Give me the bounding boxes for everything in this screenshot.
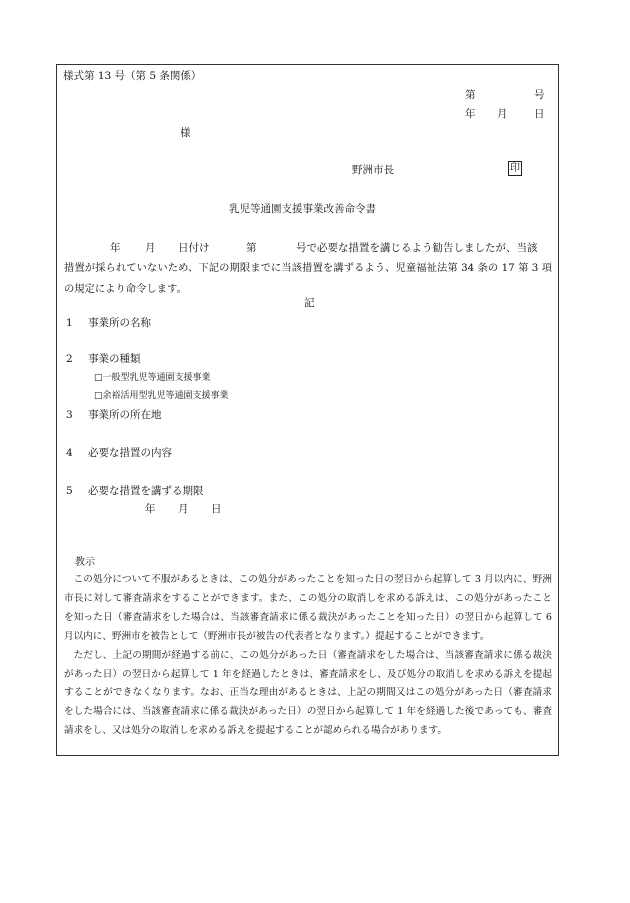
date-day: 日 [534, 108, 545, 120]
date-year: 年 [465, 108, 476, 120]
notice-paragraph: ただし、上記の期間が経過する前に、この処分があった日（審査請求をした場合は、当該審査請求に係る裁決があった日）の翌日から起算して 1 年を経過したときは、審査請求をし、及び処分の取消しを求める訴えを提起することができなくなります。なお、正当な理由があるときは、上記の期間又はこの処分があった日（審査請求をした場合には、当該審査請求に係る裁決があった日）の翌日から起算して 1 年を経過した後であっても、審査請求をし、又は処分の取消しを求める訴えを提起することが認められる場合があります。 [64, 649, 552, 737]
notice-heading: 教示 [75, 557, 95, 568]
intro-year: 年 [110, 242, 121, 254]
item-number: 1 [66, 317, 73, 329]
date-month: 月 [497, 108, 508, 120]
business-type-option: □余裕活用型乳児等通園支援事業 [94, 391, 229, 401]
form-label: 様式第 13 号（第 5 条関係） [63, 70, 202, 82]
document-title: 乳児等通園支援事業改善命令書 [229, 203, 376, 215]
notice-body [64, 571, 552, 741]
deadline-year: 年 [145, 503, 156, 515]
item-number: 4 [66, 447, 73, 459]
ki-heading: 記 [304, 297, 315, 309]
intro-dated: 日付け [178, 242, 210, 254]
deadline-month: 月 [178, 503, 189, 515]
item-label: 事業所の所在地 [88, 409, 162, 421]
seal-mark: 印 [510, 163, 520, 174]
notice-paragraph: この処分について不服があるときは、この処分があったことを知った日の翌日から起算して 3 月以内に、野洲市長に対して審査請求をすることができます。また、この処分の取消しを求める訴えは、この処分があったことを知った日（審査請求をした場合は、当該審査請求に係る裁決があったことを知った日）の翌日から起算して 6 月以内に、野洲市を被告として（野洲市長が被告の代表者となります。）提起することができます。 [64, 574, 552, 642]
number-prefix: 第 [465, 89, 476, 101]
deadline-day: 日 [211, 503, 222, 515]
intro-line1-text: 号で必要な措置を講じるよう勧告しましたが、当該 [296, 242, 538, 254]
number-suffix: 号 [534, 89, 545, 101]
intro-text: 措置が採られていないため、下記の期限までに当該措置を講ずるよう、児童福祉法第 34 条の 17 第 3 項の規定により命令します。 [64, 262, 552, 295]
business-type-option: □一般型乳児等通園支援事業 [94, 373, 211, 383]
item-label: 事業の種類 [88, 353, 141, 365]
item-number: 3 [66, 409, 73, 421]
item-label: 必要な措置を講ずる期限 [88, 485, 204, 497]
issuer-name: 野洲市長 [352, 164, 394, 176]
intro-month: 月 [145, 242, 156, 254]
item-label: 必要な措置の内容 [88, 447, 172, 459]
addressee-honorific: 様 [180, 127, 191, 139]
intro-number-prefix: 第 [246, 242, 257, 254]
item-number: 2 [66, 353, 73, 365]
item-label: 事業所の名称 [88, 317, 151, 329]
item-number: 5 [66, 485, 73, 497]
